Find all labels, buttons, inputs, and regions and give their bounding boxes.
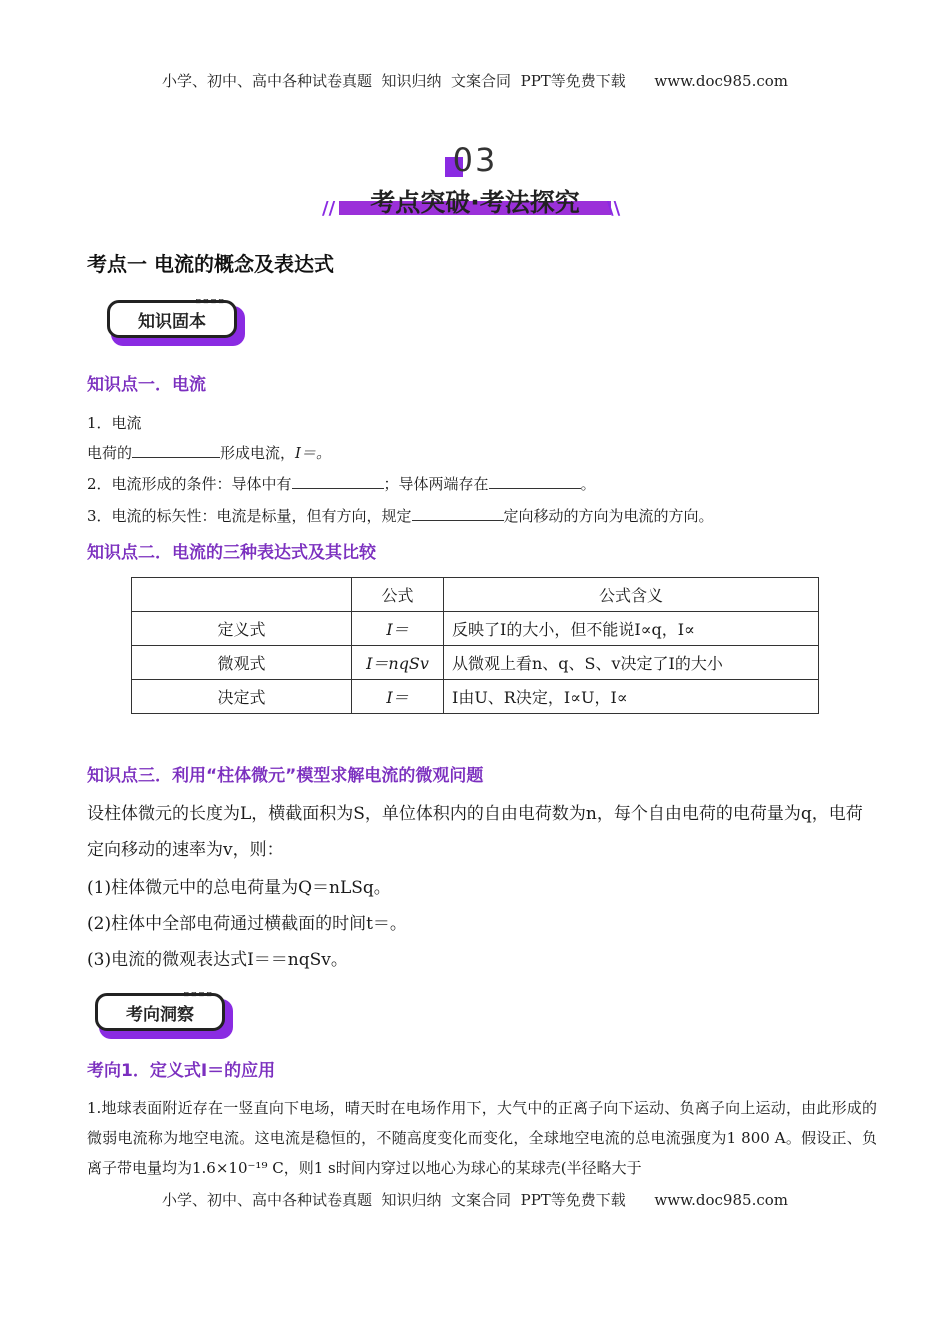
badge-knowledge (107, 294, 247, 348)
kp3-item3: (3)电流的微观表达式I＝＝nqSv。 (87, 950, 348, 970)
kp1-item1-text-a: 电荷的 (87, 444, 133, 462)
kp2-title: 知识点二．电流的三种表达式及其比较 (87, 543, 376, 563)
page-header: 小学、初中、高中各种试卷真题 知识归纳 文案合同 PPT等免费下载 www.doc985.com (161, 72, 788, 90)
table-cell: 决定式 (132, 680, 352, 714)
kp3-title: 知识点三．利用“柱体微元”模型求解电流的微观问题 (87, 766, 484, 786)
kp1-item1-text-b: 形成电流， (220, 444, 296, 462)
table-header-cell: 公式 (352, 578, 444, 612)
table-header-cell (132, 578, 352, 612)
table-row (132, 646, 819, 680)
kp3-item2: (2)柱体中全部电荷通过横截面的时间t＝。 (87, 914, 407, 934)
table-row (132, 680, 819, 714)
binder-rings-icon: ▫▫▫▫ (183, 987, 214, 1000)
badge-direction (95, 987, 235, 1041)
table-cell: I由U、R决定，I∝U，I∝ (444, 680, 819, 714)
kp1-item2-text-a: 2．电流形成的条件：导体中有 (87, 475, 292, 493)
question-1: 1.地球表面附近存在一竖直向下电场，晴天时在电场作用下，大气中的正离子向下运动、负离子向上运动，由此形成的微弱电流称为地空电流。这电流是稳恒的，不随高度变化而变化，全球地空电流的总电流强度为1 800 A。假设正、负离子带电量均为1.6×10⁻¹⁹ C，则1 s时间内穿过以地心为球心的某球壳(半径略大于 (87, 1099, 877, 1177)
table-cell: I＝ (352, 680, 444, 714)
table-cell: I＝ (352, 612, 444, 646)
section-number (0, 141, 950, 179)
kp1-item3-text-b: 定向移动的方向为电流的方向。 (503, 507, 714, 525)
kp1-item1-line (87, 442, 331, 463)
fill-blank (489, 474, 581, 489)
banner-left-deco: // (322, 198, 336, 219)
kp1-item1-title: 1．电流 (87, 414, 142, 432)
section-banner (325, 183, 625, 219)
table-cell: 反映了I的大小，但不能说I∝q，I∝ (444, 612, 819, 646)
banner-right-deco: \\ (607, 198, 621, 219)
binder-rings-icon: ▫▫▫▫ (195, 294, 226, 307)
kp3-intro: 设柱体微元的长度为L，横截面积为S，单位体积内的自由电荷数为n，每个自由电荷的电荷量为q，电荷定向移动的速率为v，则： (87, 804, 863, 860)
table-header-cell: 公式含义 (444, 578, 819, 612)
badge-label: 知识固本 (138, 312, 206, 332)
fill-blank (132, 443, 220, 458)
section-number-text: 03 (452, 141, 498, 179)
page-footer: 小学、初中、高中各种试卷真题 知识归纳 文案合同 PPT等免费下载 www.doc985.com (161, 1191, 788, 1209)
kp1-item3 (87, 505, 714, 526)
badge-label: 考向洞察 (126, 1005, 194, 1025)
table-cell: 从微观上看n、q、S、v决定了I的大小 (444, 646, 819, 680)
main-heading: 考点一 电流的概念及表达式 (87, 252, 334, 276)
kp3-item1: (1)柱体微元中的总电荷量为Q＝nLSq。 (87, 878, 391, 898)
section-title: 考点突破·考法探究 (370, 188, 580, 217)
table-cell: I＝nqSv (352, 646, 444, 680)
fill-blank (412, 506, 504, 521)
fill-blank (292, 474, 384, 489)
kp1-item2-text-c: 。 (580, 475, 596, 493)
formula-comparison-table (131, 577, 819, 714)
kp1-item1-formula: I＝。 (295, 444, 331, 462)
direction1-title: 考向1．定义式I＝的应用 (87, 1061, 276, 1081)
table-row (132, 612, 819, 646)
table-header-row (132, 578, 819, 612)
kp1-item3-text-a: 3．电流的标矢性：电流是标量，但有方向，规定 (87, 507, 412, 525)
table-cell: 微观式 (132, 646, 352, 680)
kp1-item2-text-b: ；导体两端存在 (383, 475, 489, 493)
kp1-item2 (87, 473, 596, 494)
table-cell: 定义式 (132, 612, 352, 646)
kp1-title: 知识点一．电流 (87, 375, 206, 395)
